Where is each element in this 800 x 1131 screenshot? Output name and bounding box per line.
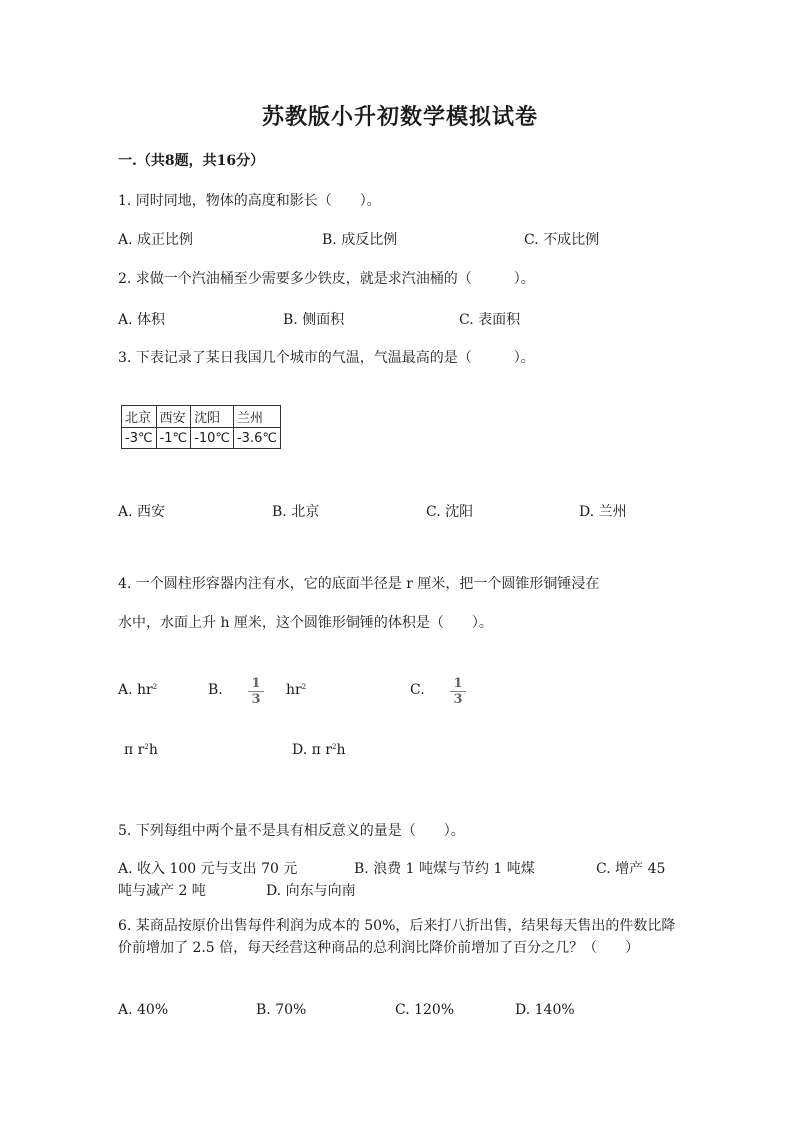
q4-option-c-text-end: h — [148, 742, 158, 758]
table-row — [122, 406, 281, 428]
question-3: 3. 下表记录了某日我国几个城市的气温，气温最高的是（ ）。 — [118, 350, 535, 366]
table-cell: 西安 — [156, 406, 191, 428]
exponent: 2 — [144, 743, 149, 751]
q1-option-a: A. 成正比例 — [118, 232, 194, 248]
q4-option-b-tail — [286, 682, 306, 698]
table-row — [122, 428, 281, 449]
fraction-denominator: 3 — [453, 692, 463, 707]
fraction-one-third — [248, 676, 264, 708]
q6-option-c: C. 120% — [395, 1002, 455, 1018]
q6-option-d: D. 140% — [515, 1002, 575, 1018]
table-cell: 北京 — [122, 406, 157, 428]
q4-option-c-text: π r — [124, 742, 145, 758]
question-2: 2. 求做一个汽油桶至少需要多少铁皮，就是求汽油桶的（ ）。 — [118, 271, 535, 287]
question-5: 5. 下列每组中两个量不是具有相反意义的量是（ ）。 — [118, 823, 465, 839]
question-4-line-2: 水中，水面上升 h 厘米，这个圆锥形铜锤的体积是（ ）。 — [118, 615, 493, 631]
q4-option-d — [292, 742, 345, 758]
page-title: 苏教版小升初数学模拟试卷 — [261, 104, 538, 130]
q4-option-d-text: D. π r — [292, 742, 332, 758]
q3-option-a: A. 西安 — [118, 504, 166, 520]
q1-option-b: B. 成反比例 — [322, 232, 398, 248]
exponent: 2 — [152, 683, 158, 691]
q2-option-b: B. 侧面积 — [283, 312, 345, 328]
fraction-one-third — [450, 676, 466, 708]
q4-option-d-text-end: h — [336, 742, 346, 758]
section-heading: 一.（共8题，共16分） — [118, 153, 265, 169]
exponent: 2 — [331, 743, 337, 751]
q4-option-b-text: hr — [286, 682, 302, 698]
table-cell: -3.6℃ — [233, 428, 280, 449]
fraction-numerator: 1 — [450, 676, 466, 692]
q6-option-b: B. 70% — [256, 1002, 307, 1018]
q5-option-a: A. 收入 100 元与支出 70 元 — [118, 861, 298, 877]
q5-option-c: C. 增产 45 — [596, 861, 666, 877]
table-cell: -3℃ — [122, 428, 157, 449]
q4-option-c: C. — [410, 682, 425, 698]
fraction-denominator: 3 — [251, 692, 261, 707]
table-cell: 兰州 — [233, 406, 280, 428]
q2-option-a: A. 体积 — [118, 312, 166, 328]
q3-option-d: D. 兰州 — [579, 504, 627, 520]
table-cell: -1℃ — [156, 428, 191, 449]
exponent: 2 — [301, 683, 307, 691]
question-4-line-1: 4. 一个圆柱形容器内注有水，它的底面半径是 r 厘米，把一个圆锥形铜锤浸在 — [118, 576, 600, 592]
q6-option-a: A. 40% — [118, 1002, 169, 1018]
q3-option-c: C. 沈阳 — [426, 504, 474, 520]
q1-option-c: C. 不成比例 — [524, 232, 600, 248]
table-cell: 沈阳 — [191, 406, 234, 428]
q4-option-c-tail — [124, 742, 158, 758]
q5-option-d: D. 向东与向南 — [266, 883, 356, 899]
table-cell: -10℃ — [191, 428, 234, 449]
q5-option-c-cont: 吨与减产 2 吨 — [118, 883, 206, 899]
q3-option-b: B. 北京 — [272, 504, 320, 520]
q2-option-c: C. 表面积 — [459, 312, 521, 328]
question-1: 1. 同时同地，物体的高度和影长（ ）。 — [118, 193, 381, 209]
temperature-table — [121, 405, 281, 449]
q4-option-a-text: A. hr — [118, 682, 153, 698]
fraction-numerator: 1 — [248, 676, 264, 692]
question-6: 6. 某商品按原价出售每件利润为成本的 50%，后来打八折出售，结果每天售出的件数比降价前增加了 2.5 倍，每天经营这种商品的总利润比降价前增加了百分之几？（ ） — [118, 918, 676, 956]
q4-option-b: B. — [208, 682, 223, 698]
q5-option-b: B. 浪费 1 吨煤与节约 1 吨煤 — [354, 861, 535, 877]
q4-option-a — [118, 682, 157, 698]
